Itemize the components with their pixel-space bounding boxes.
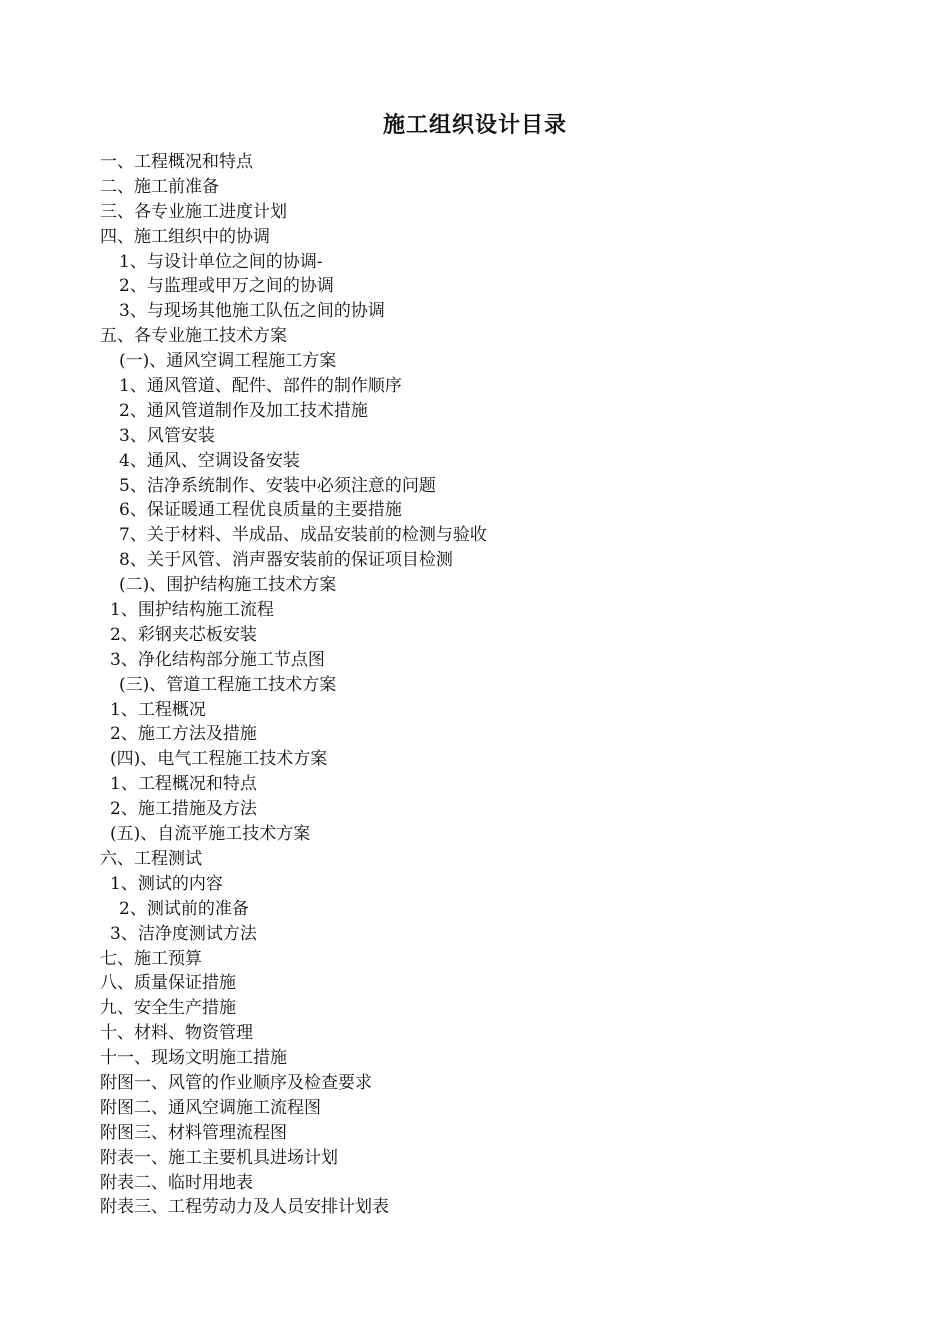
toc-entry: 4、通风、空调设备安装	[119, 450, 300, 471]
toc-entry: 1、工程概况和特点	[110, 774, 257, 795]
toc-entry: 3、净化结构部分施工节点图	[110, 649, 325, 670]
toc-entry: 三、各专业施工进度计划	[100, 201, 287, 222]
toc-entry: (一)、通风空调工程施工方案	[119, 351, 337, 372]
toc-entry: 2、施工方法及措施	[110, 724, 257, 745]
toc-entry: 2、彩钢夹芯板安装	[110, 624, 257, 645]
toc-entry: 2、测试前的准备	[119, 898, 249, 919]
toc-entry: 六、工程测试	[100, 848, 202, 869]
toc-entry: 五、各专业施工技术方案	[100, 326, 287, 347]
toc-entry: 2、通风管道制作及加工技术措施	[119, 400, 368, 421]
toc-entry: (四)、电气工程施工技术方案	[110, 749, 328, 770]
toc-entry: 八、质量保证措施	[100, 973, 236, 994]
toc-entry: 2、施工措施及方法	[110, 799, 257, 820]
document-title: 施工组织设计目录	[382, 113, 567, 138]
toc-entry: 附图一、风管的作业顺序及检查要求	[100, 1072, 372, 1093]
toc-entry: 1、测试的内容	[110, 873, 223, 894]
toc-entry: 十一、现场文明施工措施	[100, 1048, 287, 1069]
toc-entry: 1、围护结构施工流程	[110, 600, 274, 621]
toc-entry: 5、洁净系统制作、安装中必须注意的问题	[119, 475, 436, 496]
toc-entry: 二、施工前准备	[100, 176, 219, 197]
toc-entry: 1、工程概况	[110, 699, 206, 720]
toc-entry: 8、关于风管、消声器安装前的保证项目检测	[119, 550, 453, 571]
toc-entry: (三)、管道工程施工技术方案	[119, 674, 337, 695]
toc-entry: 3、风管安装	[119, 425, 215, 446]
toc-entry: 3、洁净度测试方法	[110, 923, 257, 944]
toc-entry: 附表一、施工主要机具进场计划	[100, 1147, 338, 1168]
toc-entry: 七、施工预算	[100, 948, 202, 969]
toc-entry: 6、保证暖通工程优良质量的主要措施	[119, 500, 402, 521]
toc-entry: (五)、自流平施工技术方案	[110, 824, 311, 845]
toc-entry: (二)、围护结构施工技术方案	[119, 575, 337, 596]
toc-entry: 附表二、临时用地表	[100, 1172, 253, 1193]
toc-entry: 2、与监理或甲万之间的协调	[119, 276, 334, 297]
toc-entry: 1、与设计单位之间的协调-	[119, 251, 323, 272]
toc-entry: 一、工程概况和特点	[100, 152, 253, 172]
toc-entry: 附图三、材料管理流程图	[100, 1122, 287, 1143]
toc-entry: 附表三、工程劳动力及人员安排计划表	[100, 1197, 389, 1218]
toc-entry: 附图二、通风空调施工流程图	[100, 1097, 321, 1118]
toc-entry: 7、关于材料、半成品、成品安装前的检测与验收	[119, 525, 487, 546]
toc-entry: 九、安全生产措施	[100, 998, 236, 1019]
toc-entry: 十、材料、物资管理	[100, 1023, 253, 1044]
toc-entry: 3、与现场其他施工队伍之间的协调	[119, 301, 385, 322]
toc-entry: 四、施工组织中的协调	[100, 226, 270, 247]
toc-entry: 1、通风管道、配件、部件的制作顺序	[119, 376, 402, 397]
table-of-contents	[100, 150, 900, 1220]
